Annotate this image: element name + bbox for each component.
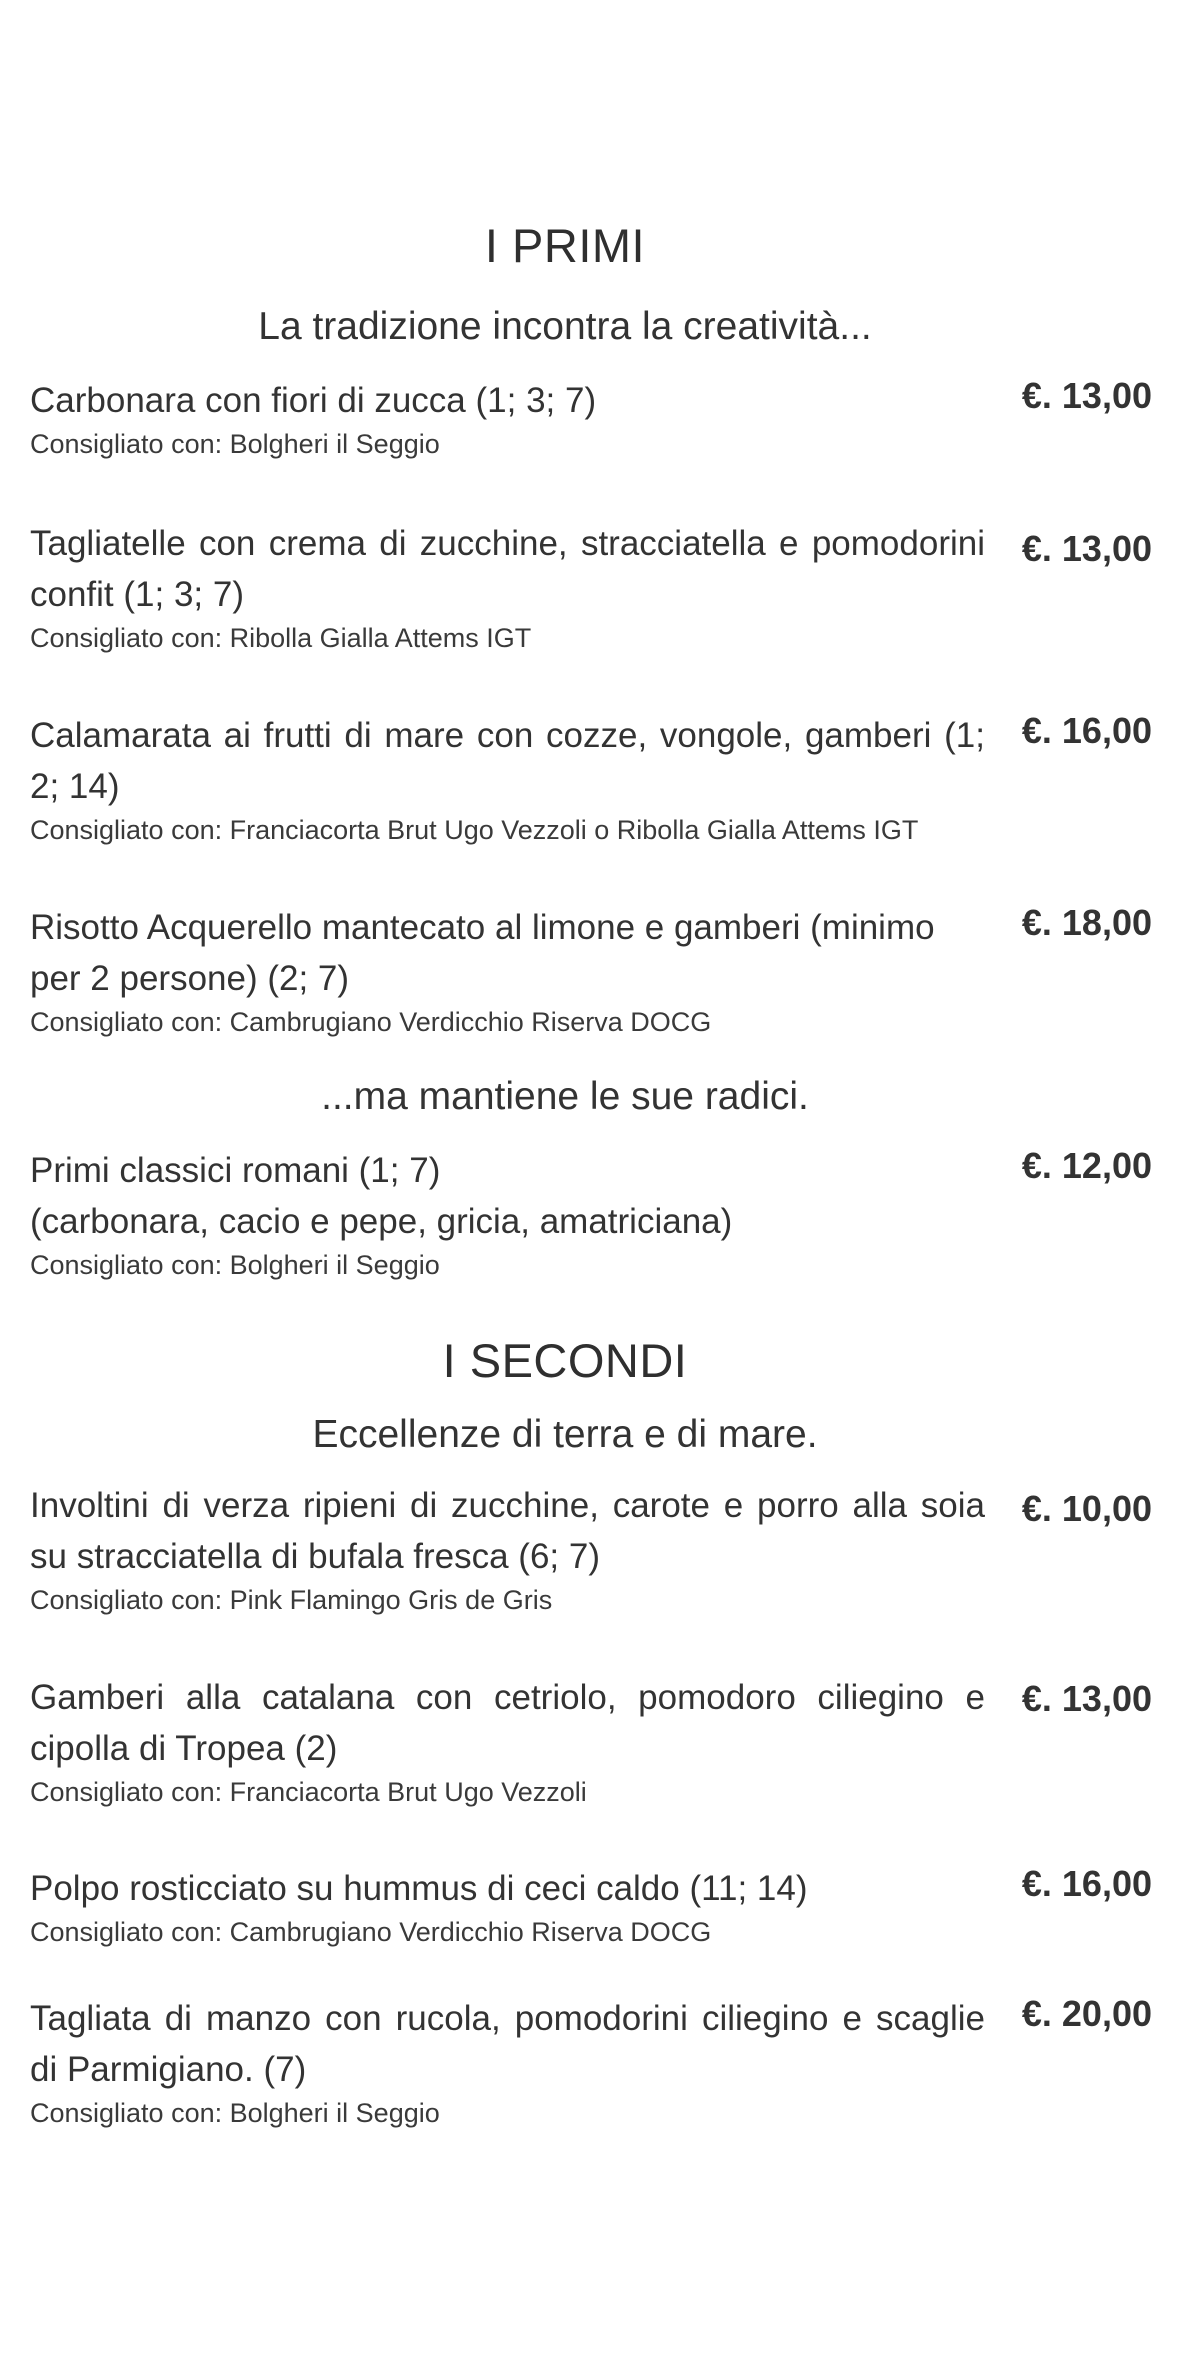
wine-pairing: Consigliato con: Pink Flamingo Gris de Gris: [30, 1585, 553, 1615]
dish-name: Polpo rosticciato su hummus di ceci caldo (11; 14): [30, 1869, 808, 1908]
menu-item-tagliatelle: [30, 518, 1152, 654]
menu-item-involtini: [30, 1480, 1152, 1616]
dish-name: Risotto Acquerello mantecato al limone e gamberi (minimo per 2 persone) (2; 7): [30, 908, 935, 998]
section-subtitle-radici: ...ma mantiene le sue radici.: [321, 1075, 809, 1118]
dish-name-line: Primi classici romani (1; 7): [30, 1151, 441, 1190]
dish-price: €. 16,00: [1021, 710, 1152, 751]
dish-name: Involtini di verza ripieni di zucchine, carote e porro alla soia su stracciatella di bufala fresca (6; 7): [30, 1486, 985, 1576]
dish-name: Gamberi alla catalana con cetriolo, pomodoro ciliegino e cipolla di Tropea (2): [30, 1678, 985, 1768]
wine-pairing: Consigliato con: Bolgheri il Seggio: [30, 1250, 440, 1280]
dish-name: [30, 1145, 985, 1247]
dish-name: Tagliata di manzo con rucola, pomodorini ciliegino e scaglie di Parmigiano. (7): [30, 1999, 985, 2089]
menu-item-carbonara: [30, 375, 1152, 460]
wine-pairing: Consigliato con: Bolgheri il Seggio: [30, 2098, 440, 2128]
wine-pairing: Consigliato con: Franciacorta Brut Ugo Vezzoli: [30, 1777, 587, 1807]
dish-price: €. 10,00: [1021, 1488, 1152, 1529]
wine-pairing: Consigliato con: Franciacorta Brut Ugo Vezzoli o Ribolla Gialla Attems IGT: [30, 815, 919, 845]
section-title-secondi: I SECONDI: [442, 1334, 688, 1387]
menu-item-calamarata: [30, 710, 1152, 846]
wine-pairing: Consigliato con: Cambrugiano Verdicchio Riserva DOCG: [30, 1007, 712, 1037]
dish-price: €. 13,00: [1021, 375, 1152, 416]
section-title-primi: I PRIMI: [484, 219, 646, 272]
dish-price: €. 13,00: [1021, 1678, 1152, 1719]
wine-pairing: Consigliato con: Bolgheri il Seggio: [30, 429, 440, 459]
menu-item-tagliata: [30, 1993, 1152, 2129]
dish-name: Tagliatelle con crema di zucchine, stracciatella e pomodorini confit (1; 3; 7): [30, 524, 985, 614]
wine-pairing: Consigliato con: Ribolla Gialla Attems IGT: [30, 623, 532, 653]
dish-name-line: (carbonara, cacio e pepe, gricia, amatriciana): [30, 1202, 733, 1241]
dish-price: €. 16,00: [1021, 1863, 1152, 1904]
menu-item-polpo: [30, 1863, 1152, 1948]
menu-item-primi-classici: [30, 1145, 1152, 1281]
menu-item-gamberi: [30, 1672, 1152, 1808]
dish-name: Calamarata ai frutti di mare con cozze, vongole, gamberi (1; 2; 14): [30, 716, 985, 806]
dish-price: €. 18,00: [1021, 902, 1152, 943]
wine-pairing: Consigliato con: Cambrugiano Verdicchio Riserva DOCG: [30, 1917, 712, 1947]
dish-price: €. 20,00: [1021, 1993, 1152, 2034]
dish-price: €. 13,00: [1021, 528, 1152, 569]
menu-item-risotto: [30, 902, 1152, 1038]
dish-name: Carbonara con fiori di zucca (1; 3; 7): [30, 381, 597, 420]
dish-price: €. 12,00: [1021, 1145, 1152, 1186]
section-subtitle-primi: La tradizione incontra la creatività...: [258, 305, 872, 348]
section-subtitle-secondi: Eccellenze di terra e di mare.: [312, 1413, 818, 1456]
